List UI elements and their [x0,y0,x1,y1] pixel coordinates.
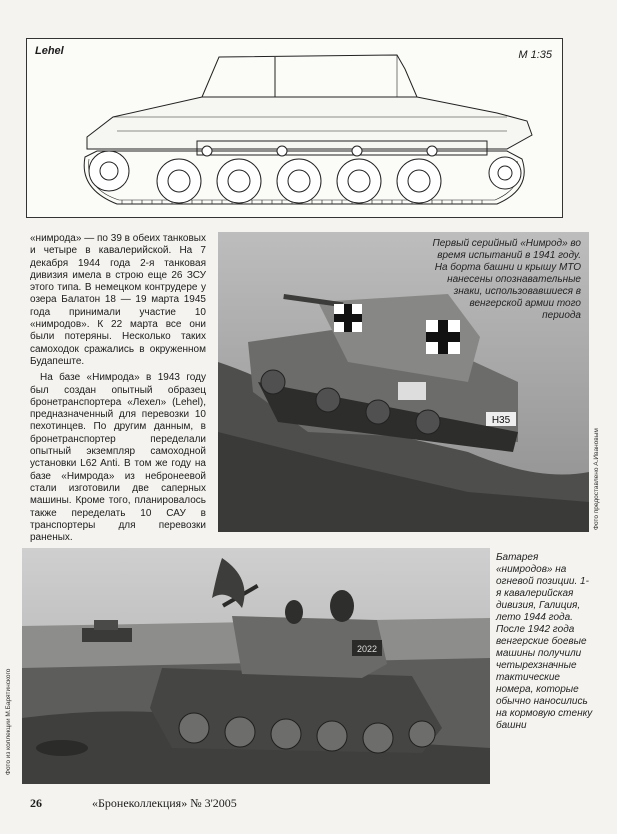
hull-number: H35 [491,415,511,426]
bottom-photo-caption: Батарея «нимродов» на огневой позиции. 1-я кавалерийская дивизия, Галиция, лето 1944 года. После 1942 года венгерские боевые машины получили четырехзначные тактические номера, которые обычно наносились на кормовую стенку башни [496,552,593,731]
nimrod-battery-image [22,548,490,784]
drawing-scale-label: M 1:35 [518,49,552,61]
lehel-drawing [26,38,563,218]
tactical-number: 2022 [356,644,378,654]
top-photo-credit: Фото предоставлено А.Ивановым [593,428,600,530]
article-paragraph: «нимрода» — по 39 в обеих танковых и четыре в кавалерийской. На 7 декабря 1944 года 2-я танковая дивизия имела в строю еще 26 ЗСУ этого типа. В немецком контрудере у озера Балатон 18 — 19 марта 1945 года принимали участие 10 «нимродов». К 22 марта все они были потеряны. Несколько таких самоходок сражались в окруженном Будапеште. [30,233,206,367]
top-photo-caption: Первый серийный «Нимрод» во время испытаний в 1941 году. На борта башни и крышу МТО нанесены опознавательные знаки, использовавшиеся в венгерской армии того периода [432,238,581,321]
article-paragraph: На базе «Нимрода» в 1943 году был создан опытный образец бронетранспортера «Лехел» (Lehel), предназначенный для перевозки 10 пехотинцев. По другим данным, в бронетранспортер переделали опытный экземпляр самоходной установки L62 Anti. В том же году на базе «Нимрода» из небронеевой стали изготовили две саперных машины. Кроме того, планировалось также переделать 10 САУ в транспортеры для перевозки раненых. [30,372,206,544]
magazine-footer: «Бронеколлекция» № 3'2005 [92,796,237,810]
page-number: 26 [30,796,42,810]
apc-side-view [27,39,562,217]
nimrod-trial-photo [218,232,589,532]
drawing-name-label: Lehel [35,45,64,57]
nimrod-battery-photo [22,548,490,784]
bottom-photo-credit: Фото из коллекции М.Барятинского [5,668,12,775]
